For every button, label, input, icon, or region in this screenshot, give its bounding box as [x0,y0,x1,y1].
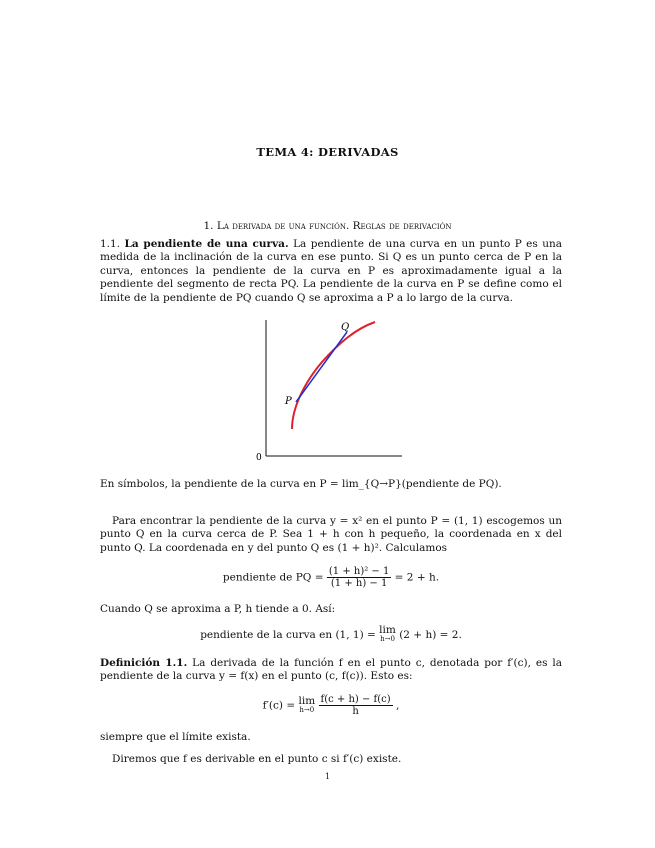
secant-line [296,332,347,402]
eq3-lim: lim [298,694,316,707]
definition-text: La derivada de la función f en el punto c, denotada por f′(c), es la pendiente de la curva y = f(x) en el punto (c, f(c)). Esto es: [100,657,563,683]
eq1-left: pendiente de PQ = [222,571,324,584]
paragraph-slope [100,238,562,305]
eq1-fraction [327,566,391,589]
paragraph-example: Para encontrar la pendiente de la curva y = x² en el punto P = (1, 1) escogemos un punto Q en la curva cerca de P. Sea 1 + h con h pequeño, la coordenada en x del punto Q. La coordenada en y del punto Q es (1 + h)². Calculamos [100,515,562,554]
paragraph-limit-intro: Cuando Q se aproxima a P, h tiende a 0. Así: [100,603,336,615]
equation-secant [100,566,562,589]
document-title: TEMA 4: DERIVADAS [256,145,399,159]
point-p-label: P [285,396,292,407]
eq1-right: = 2 + h. [394,571,440,584]
origin-label: 0 [256,453,262,463]
definition-block [100,657,562,684]
eq3-numerator: f(c + h) − f(c) [320,694,391,705]
eq3-lim-sub: h→0 [299,705,315,714]
paragraph-condition: siempre que el límite exista. [100,731,251,743]
definition-label: Definición 1.1. [100,657,188,669]
eq2-lim-sub: h→0 [380,635,395,643]
paragraph-text: La pendiente de una curva en un punto P es una medida de la inclinación de la curva en ese punto. Si Q es un punto cerca de P en la curva, entonces la pendiente de la curva en P es aproximadamente igual a la pendiente del segmento de recta PQ. La pendiente de la curva en P se define como el límite de la pendiente de PQ cuando Q se aproxima a P a lo largo de la curva. [100,238,562,304]
eq2-limit [379,626,396,644]
page-number: 1 [324,772,331,781]
section-heading: 1. La derivada de una función. Reglas de derivación [203,220,452,232]
curve-line [292,322,375,429]
symbols-sentence: En símbolos, la pendiente de la curva en P = lim_{Q→P}(pendiente de PQ). [100,478,502,490]
eq3-left: f′(c) = [262,699,296,712]
eq2-right: (2 + h) = 2. [399,629,462,641]
paragraph-bold-lead: La pendiente de una curva. [124,238,289,250]
paragraph-number: 1.1. [100,238,121,250]
eq3-limit [298,694,316,715]
eq3-denominator: h [352,706,359,717]
eq3-right: , [395,699,400,712]
equation-limit [100,626,562,644]
paragraph-derivable: Diremos que f es derivable en el punto c si f′(c) existe. [112,753,402,765]
point-q-label: Q [341,322,350,333]
slope-figure [250,312,420,464]
eq2-left: pendiente de la curva en (1, 1) = [200,629,376,641]
eq3-fraction [319,694,393,717]
equation-derivative [100,694,562,717]
eq1-numerator: (1 + h)² − 1 [328,566,390,577]
eq1-denominator: (1 + h) − 1 [330,578,388,589]
eq2-lim: lim [379,624,396,636]
